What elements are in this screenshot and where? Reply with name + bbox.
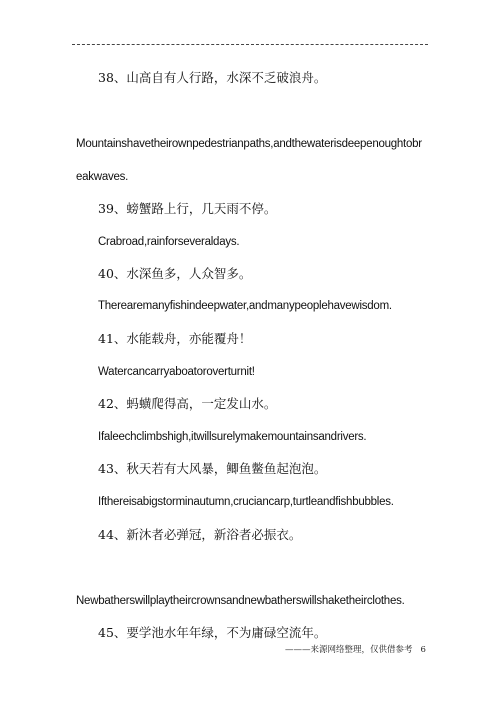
proverb-38-english-line1: Mountainshavetheirownpedestrianpaths,andthewaterisdeepenoughtobr bbox=[76, 138, 422, 150]
proverb-41-english: Watercancarryaboatoroverturnit! bbox=[98, 366, 255, 378]
proverb-44-chinese: 44、新沐者必弹冠，新浴者必振衣。 bbox=[98, 527, 302, 542]
proverb-39-english: Crabroad,rainforseveraldays. bbox=[98, 236, 240, 248]
proverb-42-chinese: 42、蚂蟥爬得高，一定发山水。 bbox=[98, 396, 277, 411]
proverb-38-english-line2: eakwaves. bbox=[76, 171, 129, 183]
proverb-42-english: Ifaleechclimbshigh,itwillsurelymakemountainsandrivers. bbox=[98, 431, 367, 443]
proverb-38-chinese: 38、山高自有人行路，水深不乏破浪舟。 bbox=[98, 70, 327, 85]
page-footer bbox=[285, 643, 426, 655]
proverb-45-chinese: 45、要学池水年年绿，不为庸碌空流年。 bbox=[98, 625, 327, 640]
proverb-40-chinese: 40、水深鱼多，人众智多。 bbox=[98, 266, 252, 281]
proverb-41-chinese: 41、水能载舟，亦能覆舟！ bbox=[98, 331, 252, 346]
page-number: 6 bbox=[420, 645, 426, 655]
header-dashed-rule bbox=[72, 44, 428, 45]
proverb-43-english: Ifthereisabigstorminautumn,cruciancarp,turtleandfishbubbles. bbox=[98, 496, 394, 508]
proverb-44-english: Newbatherswillplaytheircrownsandnewbatherswillshaketheirclothes. bbox=[76, 595, 405, 607]
proverb-43-chinese: 43、秋天若有大风暴，鲫鱼鳖鱼起泡泡。 bbox=[98, 461, 327, 476]
proverb-40-english: Therearemanyfishindeepwater,andmanypeoplehavewisdom. bbox=[98, 300, 392, 312]
footer-source-note: ———来源网络整理，仅供借参考 bbox=[285, 645, 413, 655]
proverb-39-chinese: 39、螃蟹路上行，几天雨不停。 bbox=[98, 201, 277, 216]
